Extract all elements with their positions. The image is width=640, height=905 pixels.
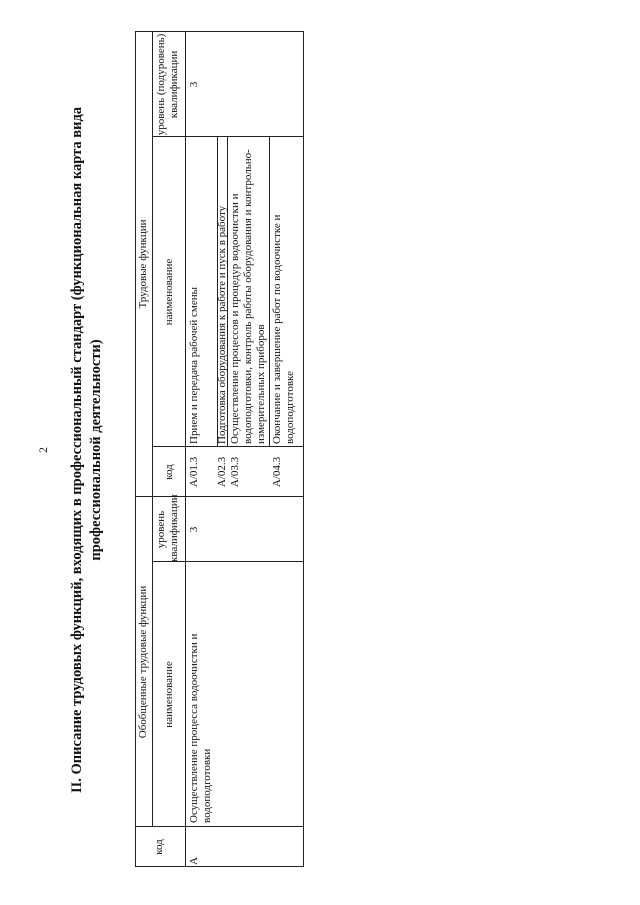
- function-name-3: Осуществление процессов и процедур водоочистки и водоподготовки, контроль работы оборудования и контрольно-измерительных приборов: [229, 149, 267, 444]
- col-function-code-header: код: [163, 464, 175, 480]
- function-code-2: А/02.3: [216, 456, 228, 488]
- generalized-level: 3: [188, 526, 200, 533]
- page-number: 2: [36, 447, 50, 453]
- heading-line-1: II. Описание трудовых функций, входящих в профессиональный стандарт (функциональная карта вида: [69, 106, 85, 794]
- col-sublevel-header: уровень (подуровень) квалификации: [155, 33, 180, 136]
- heading-line-2: профессиональной деятельности): [88, 339, 104, 561]
- function-name-2: Подготовка оборудования к работе и пуск в работу: [216, 205, 228, 444]
- functional-map-table: [135, 31, 303, 867]
- function-code-3: А/03.3: [229, 456, 241, 488]
- col-function-name-header: наименование: [163, 258, 175, 326]
- col-name-header: наименование: [163, 661, 175, 728]
- function-level: 3: [188, 81, 200, 88]
- generalized-name: Осуществление процесса водоочистки и водоподготовки: [188, 633, 213, 823]
- function-code-4: А/04.3: [271, 456, 283, 488]
- function-code-1: А/01.3: [188, 456, 200, 488]
- col-code-header: код: [153, 839, 165, 855]
- function-name-4: Окончание и завершение работ по водоочистке и водоподготовке: [271, 214, 296, 444]
- section-heading: [68, 105, 106, 795]
- generalized-functions-header: Обобщенные трудовые функции: [137, 585, 149, 739]
- function-name-1: Прием и передача рабочей смены: [188, 286, 200, 444]
- col-level-header: уровень квалификации: [155, 494, 180, 562]
- generalized-code: А: [188, 857, 200, 865]
- labor-functions-header: Трудовые функции: [137, 219, 149, 309]
